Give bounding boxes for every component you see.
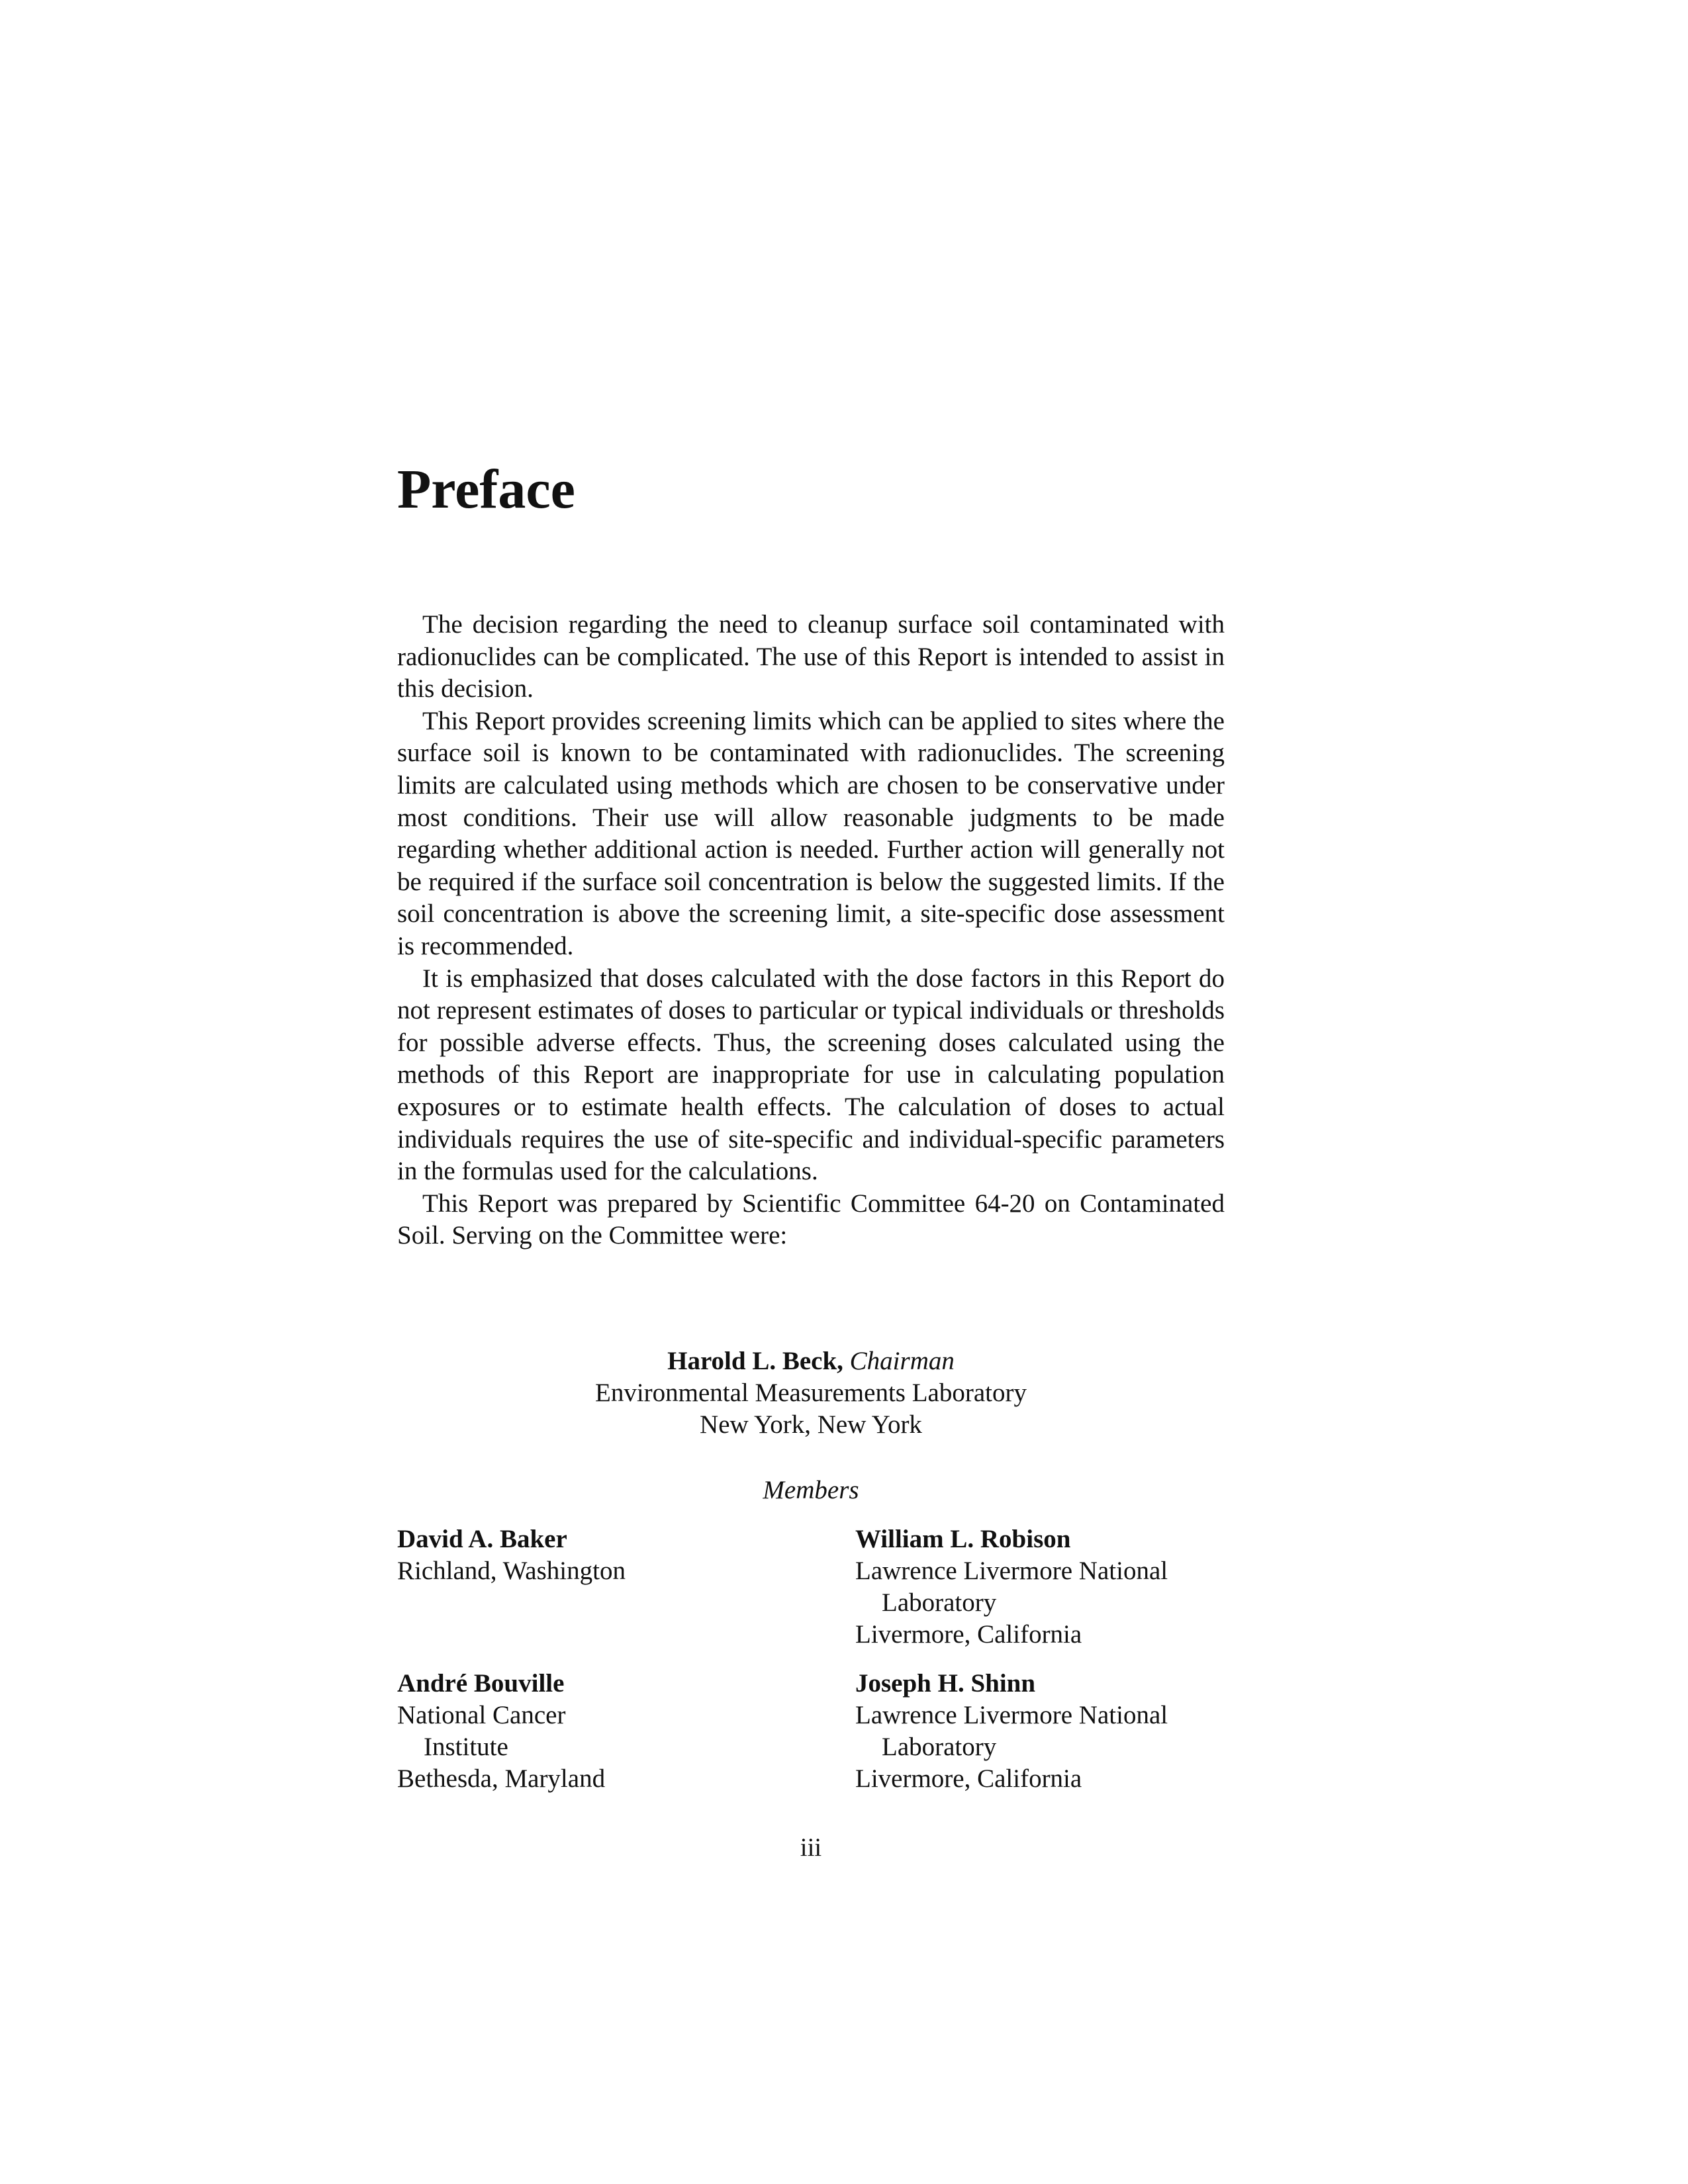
page-number: iii [800, 1833, 822, 1862]
chairman-affiliation: Environmental Measurements Laboratory [595, 1379, 1027, 1407]
member-location: Livermore, California [855, 1764, 1082, 1793]
member-affiliation-cont: Laboratory [882, 1733, 997, 1761]
member-name: Joseph H. Shinn [855, 1669, 1036, 1698]
paragraph-3: It is emphasized that doses calculated with the dose factors in this Report do not represent estimates of doses to particular or typical individuals or thresholds for possible adverse effects. Thus, the screening doses calculated using the methods of this Report are inappropriate for use in calculating population exposures or to estimate health effects. The calculation of doses to actual individuals requires the use of site-specific and individual-specific parameters in the formulas used for the calculations. [397, 964, 1225, 1186]
member-affiliation-cont: Laboratory [882, 1588, 997, 1617]
member-location: Bethesda, Maryland [397, 1764, 606, 1793]
member-location: Livermore, California [855, 1620, 1082, 1649]
chairman-block [397, 1345, 1225, 1441]
paragraph-1: The decision regarding the need to cleanup surface soil contaminated with radionuclides can be complicated. The use of this Report is intended to assist in this decision. [397, 610, 1225, 704]
member-name: André Bouville [397, 1669, 565, 1698]
member-bouville [397, 1668, 605, 1795]
member-shinn [855, 1668, 1168, 1795]
member-affiliation: Lawrence Livermore National [855, 1701, 1168, 1729]
member-affiliation-cont: Institute [424, 1733, 508, 1761]
chairman-line [397, 1345, 1225, 1377]
members-heading: Members [763, 1476, 859, 1504]
member-name: William L. Robison [855, 1525, 1071, 1553]
member-baker [397, 1524, 626, 1587]
preface-body [397, 609, 1225, 1252]
page-title: Preface [397, 459, 575, 520]
paragraph-2: This Report provides screening limits which can be applied to sites where the surface soil is known to be contaminated with radionuclides. The screening limits are calculated using methods which are chosen to be conservative under most conditions. Their use will allow reasonable judgments to be made regarding whether additional action is needed. Further action will generally not be required if the surface soil concentration is below the suggested limits. If the soil concentration is above the screening limit, a site-specific dose assessment is recommended. [397, 706, 1225, 960]
member-name: David A. Baker [397, 1525, 567, 1553]
member-affiliation: Lawrence Livermore National [855, 1557, 1168, 1585]
chairman-location: New York, New York [700, 1410, 922, 1439]
paragraph-4: This Report was prepared by Scientific Committee 64-20 on Contaminated Soil. Serving on the Committee were: [397, 1189, 1225, 1250]
member-robison [855, 1524, 1168, 1651]
member-location: Richland, Washington [397, 1557, 626, 1585]
chairman-name: Harold L. Beck, [667, 1347, 843, 1375]
member-affiliation: National Cancer [397, 1701, 566, 1729]
chairman-role: Chairman [849, 1347, 955, 1375]
